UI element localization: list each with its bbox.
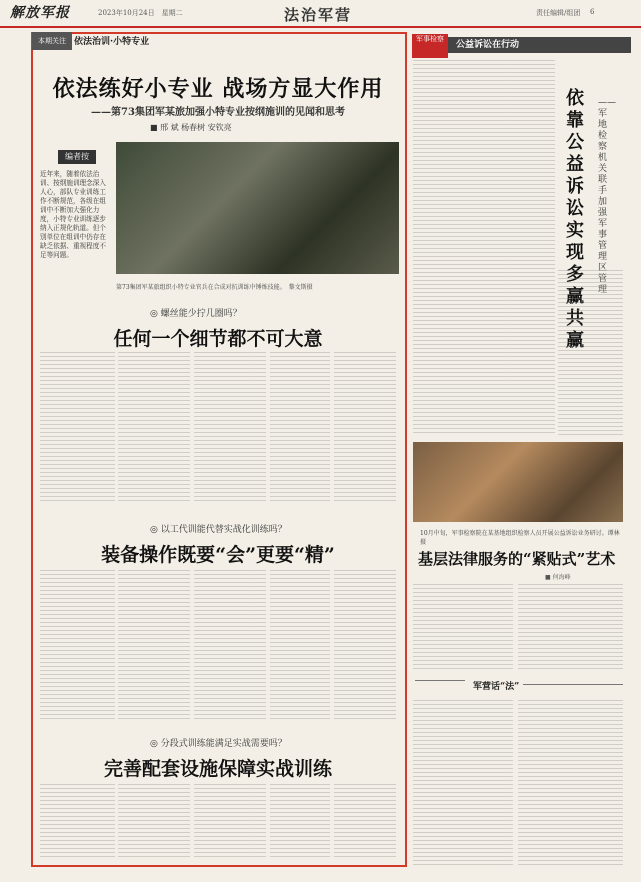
divider	[415, 680, 465, 681]
body-column	[413, 60, 555, 435]
column-label: 军营话“法”	[473, 682, 520, 692]
tag-label: 本期关注	[32, 32, 72, 50]
vertical-subheadline: ——军地检察机关联手加强军事管理区管理	[598, 98, 616, 295]
section-heading-2: 装备操作既要“会”更要“精”	[101, 544, 335, 566]
body-column	[334, 784, 396, 860]
body-column	[40, 784, 115, 860]
body-column	[413, 700, 513, 865]
divider	[523, 684, 623, 685]
section-question-2: ◎ 以工代训能代替实战化训练吗？	[150, 525, 287, 535]
body-column	[194, 570, 266, 720]
newspaper-logo: 解放军报	[10, 5, 70, 21]
body-column	[270, 784, 330, 860]
section-heading-1: 任何一个细节都不可大意	[113, 328, 323, 350]
body-column	[118, 570, 190, 720]
byline: ■ 邢 斌 杨春树 安钦亮	[150, 123, 232, 132]
issue-date: 2023年10月24日 星期二	[98, 9, 183, 17]
tag-topic: 依法治训·小特专业	[74, 37, 150, 47]
main-headline: 依法练好小专业 战场方显大作用	[52, 76, 384, 102]
body-column	[518, 584, 623, 672]
body-column	[118, 352, 190, 502]
right-photo	[413, 442, 623, 522]
body-column	[194, 784, 266, 860]
feature-photo	[116, 142, 399, 274]
article-headline: 基层法律服务的“紧贴式”艺术	[418, 550, 616, 568]
editor-note-badge: 编者按	[58, 150, 96, 164]
column-title-bar: 公益诉讼在行动	[448, 37, 631, 53]
page-number: 6	[590, 8, 595, 16]
body-column	[118, 784, 190, 860]
body-column	[270, 352, 330, 502]
article-byline: ■ 何海峰	[545, 574, 571, 581]
sub-headline: ——第73集团军某旅加强小特专业按纲施训的见闻和思考	[91, 107, 345, 118]
section-heading-3: 完善配套设施保障实战训练	[103, 758, 332, 780]
feature-tag	[32, 32, 182, 50]
section-question-3: ◎ 分段式训练能满足实战需要吗？	[150, 739, 287, 749]
body-column	[270, 570, 330, 720]
masthead	[0, 0, 641, 28]
vertical-headline: 依靠公益诉讼实现多赢共赢	[566, 88, 584, 351]
body-column	[40, 570, 115, 720]
body-column	[40, 352, 115, 502]
body-column	[558, 270, 623, 435]
section-question-1: ◎ 螺丝能少拧几圈吗？	[150, 309, 242, 319]
right-photo-caption: 10月中旬，军事检察院在某基地组织检察人员开展公益诉讼业务研讨。谭林摄	[420, 530, 620, 546]
editor-note-text: 近年来，随着依法治训、按纲施训理念深入人心，部队专业训练工作不断规范，各级在组训中不断加大强化力度，小特专业训练逐步纳入正规化轨道。但个别单位在组训中仍存在缺乏依据、重视程度不足等问题。	[40, 170, 106, 259]
body-column	[413, 584, 513, 672]
category-badge: 军事检察	[412, 34, 448, 58]
editor-credit: 责任编辑/组团	[536, 9, 581, 17]
photo-caption: 第73集团军某旅组织小特专业官兵在合成对抗训练中锤炼技能。 黎文斯摄	[116, 284, 313, 291]
body-column	[518, 700, 623, 865]
body-column	[334, 352, 396, 502]
column-label-bar	[413, 676, 623, 694]
body-column	[334, 570, 396, 720]
body-column	[194, 352, 266, 502]
section-title: 法治军营	[284, 6, 353, 24]
